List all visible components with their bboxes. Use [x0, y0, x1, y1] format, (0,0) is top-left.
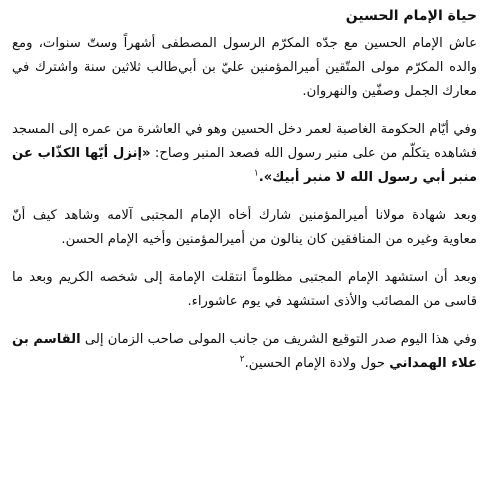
paragraph-3: [12, 204, 477, 252]
footnote-marker-2: ٢: [239, 354, 245, 365]
paragraph-4-text: وبعد أن استشهد الإمام المجتبى مظلوماً انتقلت الإمامة إلى شخصه الكريم وبعد ما قاسى من المصائب والأذى استشهد في يوم عاشوراء.: [12, 270, 477, 309]
paragraph-5: [12, 328, 477, 376]
paragraph-4: [12, 266, 477, 314]
page-title: حياة الإمام الحسين: [345, 8, 477, 24]
paragraph-5-tail: حول ولادة الإمام الحسين.: [244, 356, 390, 371]
paragraph-1-text: عاش الإمام الحسين مع جدّه المكرّم الرسول المصطفى أشهراً وستّ سنوات، ومع والده المكرّم مولى المتّقين أميرالمؤمنين عليّ بن أبي‌طالب ثلاثين سنة واشترك في معارك الجمل وصفّين والنهروان.: [12, 36, 477, 99]
paragraph-2: [12, 118, 477, 190]
paragraph-2-quote: «إنزل أيّها الكذّاب عن منبر أبي رسول الله لا منبر أبيك».: [12, 146, 477, 185]
paragraph-1: [12, 32, 477, 104]
paragraph-5-text: وفي هذا اليوم صدر التوقيع الشريف من جانب المولى صاحب الزمان إلى: [80, 332, 477, 347]
footnote-marker-1: ١: [253, 168, 259, 179]
paragraph-5-name: القاسم بن علاء الهمداني: [12, 332, 477, 371]
paragraph-2-text: وفي أيّام الحكومة الغاصبة لعمر دخل الحسين وهو في العاشرة من عمره إلى المسجد فشاهده يتكلّم من على منبر رسول الله فصعد المنبر وصاح:: [12, 122, 477, 161]
paragraph-3-text: وبعد شهادة مولانا أميرالمؤمنين شارك أخاه الإمام المجتبى آلامه وشاهد كيف أنّ معاوية وغيره من المنافقين كان ينالون من أميرالمؤمنين وأخيه الإمام الحسن.: [12, 208, 477, 247]
